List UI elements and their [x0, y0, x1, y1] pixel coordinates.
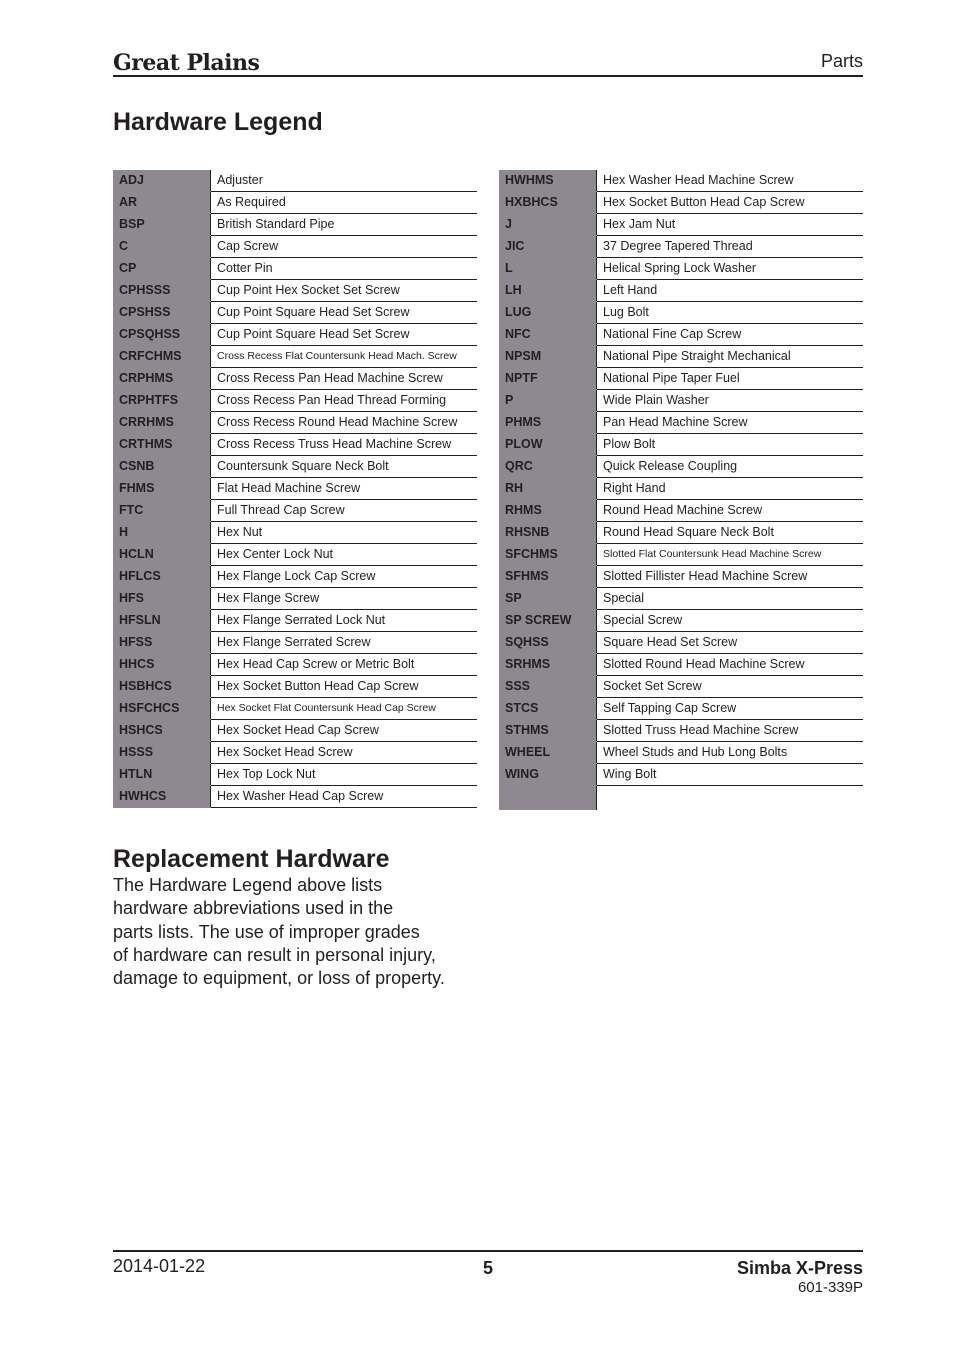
legend-row: [499, 698, 863, 720]
legend-row: [113, 786, 477, 808]
abbreviation-description: Square Head Set Screw: [597, 632, 864, 654]
abbreviation-description: Hex Socket Button Head Cap Screw: [211, 676, 478, 698]
abbreviation-description: Lug Bolt: [597, 302, 864, 324]
legend-row: [113, 500, 477, 522]
legend-row: [113, 764, 477, 786]
abbreviation-code: ADJ: [113, 170, 211, 192]
abbreviation-code: RH: [499, 478, 597, 500]
replacement-text: [113, 874, 483, 990]
legend-row: [113, 214, 477, 236]
legend-row: [499, 192, 863, 214]
abbreviation-description: Cross Recess Pan Head Thread Forming: [211, 390, 478, 412]
abbreviation-description: Right Hand: [597, 478, 864, 500]
abbreviation-description: Cross Recess Round Head Machine Screw: [211, 412, 478, 434]
abbreviation-code: SQHSS: [499, 632, 597, 654]
legend-row: [499, 764, 863, 786]
abbreviation-description: Special: [597, 588, 864, 610]
legend-row: [113, 302, 477, 324]
abbreviation-description: Countersunk Square Neck Bolt: [211, 456, 478, 478]
abbreviation-description: Wing Bolt: [597, 764, 864, 786]
product-name: Simba X-Press: [736, 1258, 863, 1278]
abbreviation-code: SFHMS: [499, 566, 597, 588]
abbreviation-description: Hex Center Lock Nut: [211, 544, 478, 566]
empty-description-cell: [597, 786, 864, 811]
abbreviation-description: 37 Degree Tapered Thread: [597, 236, 864, 258]
legend-row: [113, 720, 477, 742]
legend-row: [113, 742, 477, 764]
abbreviation-description: Hex Flange Serrated Lock Nut: [211, 610, 478, 632]
abbreviation-description: Hex Flange Screw: [211, 588, 478, 610]
abbreviation-code: CPSHSS: [113, 302, 211, 324]
abbreviation-description: Slotted Truss Head Machine Screw: [597, 720, 864, 742]
legend-row: [499, 610, 863, 632]
abbreviation-description: Hex Head Cap Screw or Metric Bolt: [211, 654, 478, 676]
abbreviation-code: CRRHMS: [113, 412, 211, 434]
replacement-text-line: of hardware can result in personal injury,: [113, 944, 436, 965]
empty-code-cell: [499, 786, 597, 811]
abbreviation-code: CRTHMS: [113, 434, 211, 456]
legend-row: [113, 610, 477, 632]
abbreviation-code: HCLN: [113, 544, 211, 566]
abbreviation-description: As Required: [211, 192, 478, 214]
page-header: [113, 46, 863, 77]
legend-row: [113, 412, 477, 434]
abbreviation-code: WING: [499, 764, 597, 786]
abbreviation-code: HSSS: [113, 742, 211, 764]
legend-title: Hardware Legend: [113, 108, 323, 136]
replacement-text-line: hardware abbreviations used in the: [113, 898, 394, 919]
legend-row: [499, 434, 863, 456]
abbreviation-code: H: [113, 522, 211, 544]
replacement-title: Replacement Hardware: [113, 845, 390, 873]
page-footer: [113, 1250, 863, 1296]
abbreviation-description: National Pipe Straight Mechanical: [597, 346, 864, 368]
replacement-text-line: The Hardware Legend above lists: [113, 875, 383, 895]
legend-row: [499, 742, 863, 764]
abbreviation-code: HTLN: [113, 764, 211, 786]
abbreviation-description: Slotted Fillister Head Machine Screw: [597, 566, 864, 588]
abbreviation-description: Slotted Flat Countersunk Head Machine Screw: [597, 544, 864, 566]
abbreviation-description: Pan Head Machine Screw: [597, 412, 864, 434]
legend-table-right: [499, 170, 863, 810]
legend-row: [499, 258, 863, 280]
legend-row: [499, 478, 863, 500]
abbreviation-code: QRC: [499, 456, 597, 478]
abbreviation-code: CP: [113, 258, 211, 280]
abbreviation-code: CPHSSS: [113, 280, 211, 302]
legend-row: [113, 588, 477, 610]
abbreviation-code: CRPHMS: [113, 368, 211, 390]
page-number: 5: [482, 1258, 493, 1278]
replacement-text-line: damage to equipment, or loss of property.: [113, 968, 445, 989]
abbreviation-description: Cotter Pin: [211, 258, 478, 280]
legend-row: [499, 280, 863, 302]
abbreviation-code: RHMS: [499, 500, 597, 522]
abbreviation-code: CPSQHSS: [113, 324, 211, 346]
abbreviation-code: STHMS: [499, 720, 597, 742]
abbreviation-description: Hex Socket Head Cap Screw: [211, 720, 478, 742]
abbreviation-description: National Pipe Taper Fuel: [597, 368, 864, 390]
abbreviation-code: SFCHMS: [499, 544, 597, 566]
abbreviation-code: LH: [499, 280, 597, 302]
abbreviation-description: Cup Point Square Head Set Screw: [211, 324, 478, 346]
abbreviation-description: Plow Bolt: [597, 434, 864, 456]
abbreviation-description: Cup Point Hex Socket Set Screw: [211, 280, 478, 302]
abbreviation-description: Cross Recess Pan Head Machine Screw: [211, 368, 478, 390]
abbreviation-description: National Fine Cap Screw: [597, 324, 864, 346]
legend-row: [499, 368, 863, 390]
legend-row: [499, 500, 863, 522]
abbreviation-code: LUG: [499, 302, 597, 324]
legend-row: [499, 170, 863, 192]
legend-row: [499, 654, 863, 676]
legend-row: [499, 544, 863, 566]
abbreviation-code: HXBHCS: [499, 192, 597, 214]
legend-row: [113, 236, 477, 258]
legend-table-left: [113, 170, 477, 808]
section-label: Parts: [820, 51, 863, 71]
brand-logo: Great Plains: [113, 50, 260, 76]
abbreviation-description: Socket Set Screw: [597, 676, 864, 698]
legend-row: [499, 676, 863, 698]
abbreviation-code: AR: [113, 192, 211, 214]
abbreviation-description: Round Head Machine Screw: [597, 500, 864, 522]
abbreviation-code: BSP: [113, 214, 211, 236]
legend-row: [499, 390, 863, 412]
abbreviation-description: Hex Nut: [211, 522, 478, 544]
abbreviation-description: Wide Plain Washer: [597, 390, 864, 412]
abbreviation-description: Quick Release Coupling: [597, 456, 864, 478]
abbreviation-code: HHCS: [113, 654, 211, 676]
legend-row: [113, 434, 477, 456]
abbreviation-code: L: [499, 258, 597, 280]
abbreviation-code: CSNB: [113, 456, 211, 478]
abbreviation-code: HFS: [113, 588, 211, 610]
legend-row: [113, 170, 477, 192]
abbreviation-description: Cup Point Square Head Set Screw: [211, 302, 478, 324]
legend-row: [499, 566, 863, 588]
abbreviation-description: Hex Flange Serrated Screw: [211, 632, 478, 654]
abbreviation-code: NFC: [499, 324, 597, 346]
abbreviation-code: HFLCS: [113, 566, 211, 588]
abbreviation-code: FTC: [113, 500, 211, 522]
abbreviation-code: HWHCS: [113, 786, 211, 808]
abbreviation-code: SP SCREW: [499, 610, 597, 632]
abbreviation-code: NPSM: [499, 346, 597, 368]
abbreviation-code: SSS: [499, 676, 597, 698]
abbreviation-description: Wheel Studs and Hub Long Bolts: [597, 742, 864, 764]
abbreviation-code: HWHMS: [499, 170, 597, 192]
legend-row: [113, 456, 477, 478]
abbreviation-description: Hex Socket Flat Countersunk Head Cap Screw: [211, 698, 478, 720]
abbreviation-code: PHMS: [499, 412, 597, 434]
abbreviation-code: RHSNB: [499, 522, 597, 544]
legend-row: [499, 588, 863, 610]
legend-row: [113, 676, 477, 698]
abbreviation-code: HFSLN: [113, 610, 211, 632]
legend-row: [499, 522, 863, 544]
abbreviation-description: Hex Washer Head Machine Screw: [597, 170, 864, 192]
abbreviation-description: Helical Spring Lock Washer: [597, 258, 864, 280]
legend-row: [113, 654, 477, 676]
legend-row: [499, 236, 863, 258]
abbreviation-code: J: [499, 214, 597, 236]
abbreviation-description: Hex Socket Head Screw: [211, 742, 478, 764]
legend-row: [113, 368, 477, 390]
document-number: 601-339P: [797, 1279, 863, 1296]
abbreviation-code: FHMS: [113, 478, 211, 500]
abbreviation-code: HSFCHCS: [113, 698, 211, 720]
abbreviation-description: Left Hand: [597, 280, 864, 302]
legend-row: [113, 324, 477, 346]
abbreviation-code: SRHMS: [499, 654, 597, 676]
abbreviation-code: HFSS: [113, 632, 211, 654]
abbreviation-description: Cap Screw: [211, 236, 478, 258]
abbreviation-code: JIC: [499, 236, 597, 258]
abbreviation-description: Round Head Square Neck Bolt: [597, 522, 864, 544]
replacement-text-line: parts lists. The use of improper grades: [113, 921, 420, 942]
abbreviation-description: Hex Jam Nut: [597, 214, 864, 236]
legend-row: [499, 346, 863, 368]
legend-row: [499, 214, 863, 236]
abbreviation-code: WHEEL: [499, 742, 597, 764]
legend-row: [499, 324, 863, 346]
legend-row: [113, 280, 477, 302]
abbreviation-code: HSHCS: [113, 720, 211, 742]
abbreviation-description: Hex Flange Lock Cap Screw: [211, 566, 478, 588]
footer-date: 2014-01-22: [113, 1256, 206, 1276]
abbreviation-description: Hex Washer Head Cap Screw: [211, 786, 478, 808]
abbreviation-description: Full Thread Cap Screw: [211, 500, 478, 522]
legend-row: [499, 632, 863, 654]
legend-row: [113, 258, 477, 280]
abbreviation-description: Flat Head Machine Screw: [211, 478, 478, 500]
legend-row: [113, 632, 477, 654]
legend-row: [113, 566, 477, 588]
legend-filler-row: [499, 786, 863, 811]
abbreviation-code: CRPHTFS: [113, 390, 211, 412]
legend-row: [113, 346, 477, 368]
abbreviation-code: STCS: [499, 698, 597, 720]
abbreviation-code: CRFCHMS: [113, 346, 211, 368]
legend-row: [113, 390, 477, 412]
legend-row: [113, 478, 477, 500]
abbreviation-code: P: [499, 390, 597, 412]
abbreviation-code: HSBHCS: [113, 676, 211, 698]
legend-row: [113, 192, 477, 214]
abbreviation-code: C: [113, 236, 211, 258]
legend-row: [499, 456, 863, 478]
abbreviation-code: SP: [499, 588, 597, 610]
abbreviation-description: Special Screw: [597, 610, 864, 632]
legend-row: [499, 302, 863, 324]
abbreviation-code: NPTF: [499, 368, 597, 390]
abbreviation-description: British Standard Pipe: [211, 214, 478, 236]
legend-row: [113, 522, 477, 544]
abbreviation-description: Self Tapping Cap Screw: [597, 698, 864, 720]
abbreviation-description: Cross Recess Truss Head Machine Screw: [211, 434, 478, 456]
legend-row: [113, 544, 477, 566]
abbreviation-description: Hex Top Lock Nut: [211, 764, 478, 786]
legend-row: [499, 412, 863, 434]
abbreviation-description: Adjuster: [211, 170, 478, 192]
abbreviation-description: Hex Socket Button Head Cap Screw: [597, 192, 864, 214]
abbreviation-code: PLOW: [499, 434, 597, 456]
abbreviation-description: Cross Recess Flat Countersunk Head Mach. Screw: [211, 346, 478, 368]
abbreviation-description: Slotted Round Head Machine Screw: [597, 654, 864, 676]
legend-row: [499, 720, 863, 742]
legend-row: [113, 698, 477, 720]
